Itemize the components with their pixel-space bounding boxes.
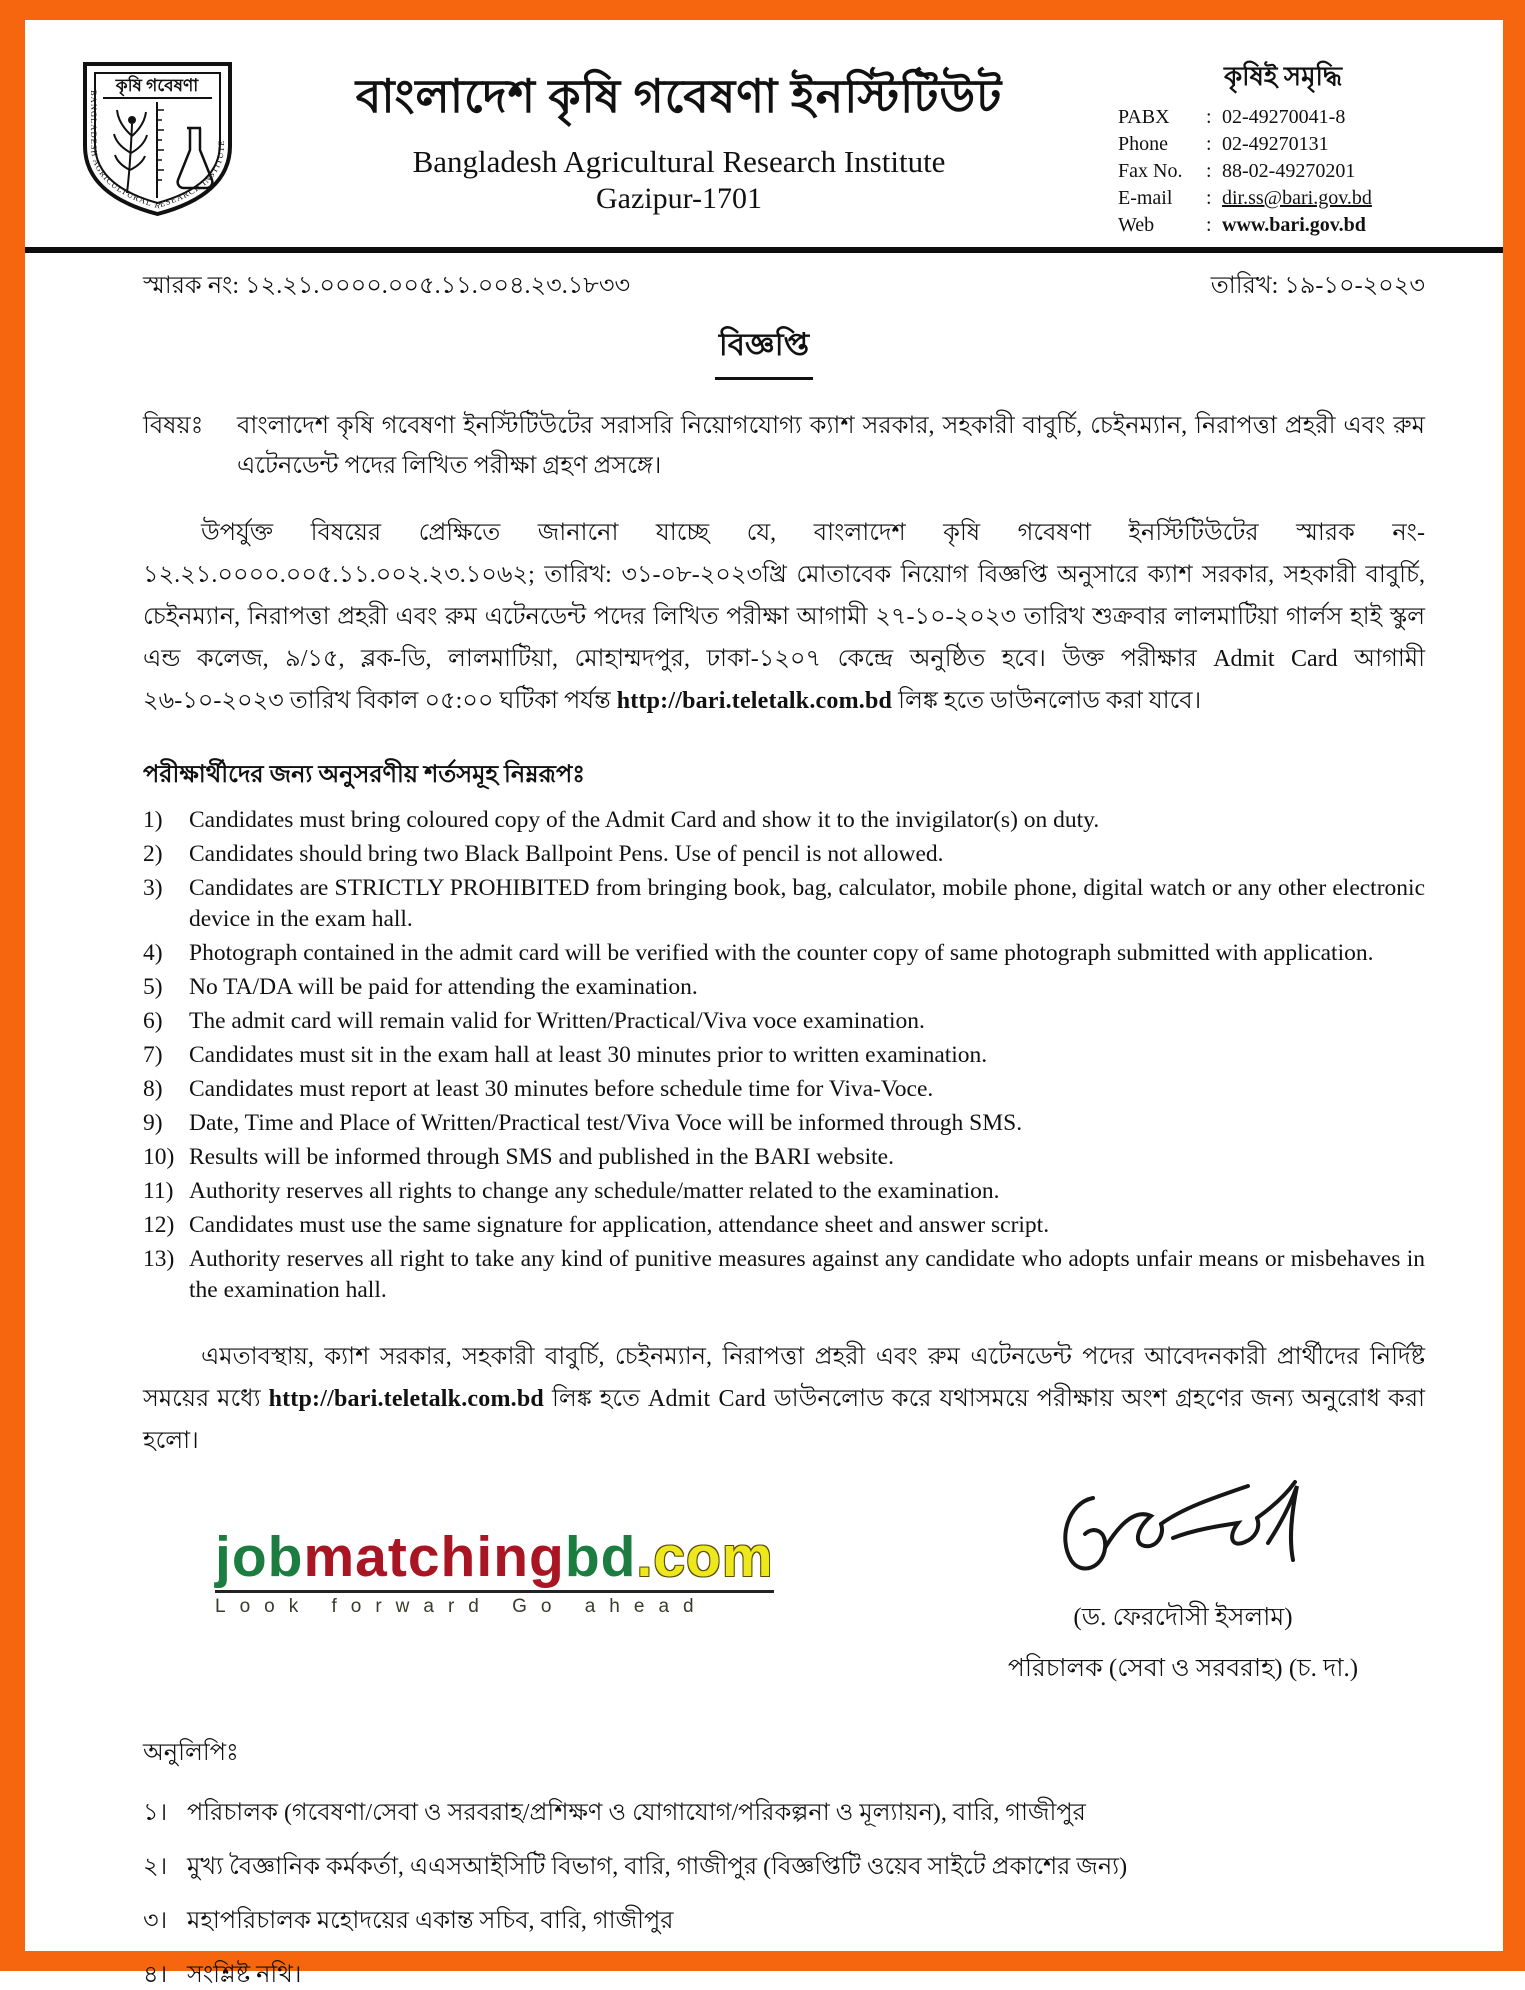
condition-item <box>143 1176 1425 1207</box>
watermark-job: job <box>215 1525 304 1589</box>
contact-row-phone: Phone : 02-49270131 <box>1118 131 1448 158</box>
condition-item <box>143 1142 1425 1173</box>
condition-text: The admit card will remain valid for Written/Practical/Viva voce examination. <box>189 1008 925 1034</box>
contact-row-web: Web : www.bari.gov.bd <box>1118 212 1448 239</box>
condition-number: 1) <box>143 807 163 833</box>
condition-text: Candidates should bring two Black Ballpoint Pens. Use of pencil is not allowed. <box>189 841 944 867</box>
watermark-com: .com <box>636 1525 774 1589</box>
contact-label: Fax No. <box>1118 160 1183 182</box>
plant-icon <box>114 110 147 193</box>
signature-image <box>1033 1468 1333 1588</box>
institute-address: Gazipur-1701 <box>595 182 762 215</box>
condition-number: 8) <box>143 1076 163 1102</box>
letterhead <box>25 20 1503 245</box>
condition-text: Date, Time and Place of Written/Practical test/Viva Voce will be informed through SMS. <box>189 1110 1023 1136</box>
condition-number: 2) <box>143 841 163 867</box>
distribution-heading: অনুলিপিঃ <box>143 1740 239 1766</box>
body-paragraph <box>25 512 1503 722</box>
distribution-text: মুখ্য বৈজ্ঞানিক কর্মকর্তা, এএসআইসিটি বিভাগ, বারি, গাজীপুর (বিজ্ঞপ্তিটি ওয়েব সাইটে প্রকাশের জন্য) <box>187 1854 1128 1880</box>
condition-text: Candidates must report at least 30 minutes before schedule time for Viva-Voce. <box>189 1076 934 1102</box>
condition-item <box>143 1108 1425 1139</box>
contact-value: 02-49270131 <box>1222 133 1329 155</box>
admit-card-url: http://bari.teletalk.com.bd <box>616 688 893 714</box>
notice-heading: বিজ্ঞপ্তি <box>25 321 1503 380</box>
distribution-item <box>143 1798 1425 1828</box>
condition-number: 11) <box>143 1178 174 1204</box>
condition-text: Authority reserves all right to take any kind of punitive measures against any candidate who adopts unfair means or misbehaves in the examination hall. <box>189 1246 1425 1303</box>
signatory-designation: পরিচালক (সেবা ও সরবরাহ) (চ. দা.) <box>1007 1655 1359 1682</box>
body-text-end: লিঙ্ক হতে ডাউনলোড করা যাবে। <box>892 688 1202 714</box>
jobmatchingbd-watermark <box>215 1525 774 1618</box>
condition-number: 7) <box>143 1042 163 1068</box>
contact-label: PABX <box>1118 106 1170 128</box>
seal-ring-text: BANGLADESH AGRICULTURAL RESEARCH INSTITUTE <box>88 90 227 211</box>
condition-item <box>143 873 1425 935</box>
condition-item <box>143 839 1425 870</box>
distribution-text: পরিচালক (গবেষণা/সেবা ও সরবরাহ/প্রশিক্ষণ ও যোগাযোগ/পরিকল্পনা ও মূল্যায়ন), বারি, গাজীপুর <box>187 1800 1086 1826</box>
closing-text: এমতাবস্থায়, ক্যাশ সরকার, সহকারী বাবুর্চি, চেইনম্যান, নিরাপত্তা প্রহরী এবং রুম এটেনডেন্ট পদের আবেদনকারী প্রার্থীদের নির্দিষ্ট সময়ের মধ্যে <box>143 1344 1425 1412</box>
memo-date: তারিখ: ১৯-১০-২০২৩ <box>1210 273 1425 299</box>
condition-number: 6) <box>143 1008 163 1034</box>
contact-value: 02-49270041-8 <box>1222 106 1346 128</box>
memo-number: স্মারক নং: ১২.২১.০০০০.০০৫.১১.০০৪.২৩.১৮৩৩ <box>143 273 631 299</box>
conditions-heading: পরীক্ষার্থীদের জন্য অনুসরণীয় শর্তসমূহ নিম্নরূপঃ <box>143 762 586 788</box>
contact-row-email: E-mail : dir.ss@bari.gov.bd <box>1118 185 1448 212</box>
condition-number: 4) <box>143 940 163 966</box>
closing-admit-card: Admit Card <box>648 1386 766 1412</box>
contact-label: Phone <box>1118 133 1168 155</box>
closing-paragraph: এমতাবস্থায়, ক্যাশ সরকার, সহকারী বাবুর্চি, চেইনম্যান, নিরাপত্তা প্রহরী এবং রুম এটেনডেন্ট পদের আবেদনকারী প্রার্থীদের নির্দিষ্ট সময়ের মধ্যে http://bari.teletalk.com.bd লিঙ্ক হতে Admit Card ডাউনলোড করে যথাসময়ে পরীক্ষায় অংশ গ্রহণের জন্য অনুরোধ করা হলো। <box>143 1344 1425 1454</box>
watermark-bd: bd <box>564 1525 637 1589</box>
contact-label: E-mail <box>1118 187 1173 209</box>
distribution-item <box>143 1906 1425 1936</box>
condition-number: 5) <box>143 974 163 1000</box>
condition-text: Candidates must use the same signature for application, attendance sheet and answer script. <box>189 1212 1050 1238</box>
seal-top-text: কৃষি গবেষণা <box>115 76 199 95</box>
condition-item <box>143 1074 1425 1105</box>
subject-text: বাংলাদেশ কৃষি গবেষণা ইনস্টিটিউটের সরাসরি নিয়োগযোগ্য ক্যাশ সরকার, সহকারী বাবুর্চি, চেইনম্যান, নিরাপত্তা প্রহরী এবং রুম এটেনডেন্ট পদের লিখিত পরীক্ষা গ্রহণ প্রসঙ্গে। <box>237 413 1425 479</box>
distribution-number: ৪। <box>143 1962 168 1988</box>
condition-number: 9) <box>143 1110 163 1136</box>
contact-value: 88-02-49270201 <box>1222 160 1356 182</box>
contact-label: Web <box>1118 214 1155 236</box>
conditions-list <box>25 805 1503 1306</box>
body-text: উপর্যুক্ত বিষয়ের প্রেক্ষিতে জানানো যাচ্ছে যে, বাংলাদেশ কৃষি গবেষণা ইনস্টিটিউটের স্মারক নং- ১২.২১.০০০০.০০৫.১১.০০২.২৩.১০৬২; তারিখ: ৩১-০৮-২০২৩খ্রি মোতাবেক নিয়োগ বিজ্ঞপ্তি অনুসারে ক্যাশ সরকার, সহকারী বাবুর্চি, চেইনম্যান, নিরাপত্তা প্রহরী এবং রুম এটেনডেন্ট পদের লিখিত পরীক্ষা আগামী ২৭-১০-২০২৩ তারিখ শুক্রবার লালমাটিয়া গার্লস হাই স্কুল এন্ড কলেজ, ৯/১৫, ব্লক-ডি, লালমাটিয়া, মোহাম্মদপুর, ঢাকা-১২০৭ কেন্দ্রে অনুষ্ঠিত হবে। উক্ত পরীক্ষার Admit Card আগামী ২৬-১০-২০২৩ তারিখ বিকাল ০৫:০০ ঘটিকা পর্যন্ত <box>143 520 1425 714</box>
watermark-tagline: Look forward Go ahead <box>215 1595 708 1617</box>
condition-text: Photograph contained in the admit card will be verified with the counter copy of same photograph submitted with application. <box>189 940 1374 966</box>
institute-title-bn: বাংলাদেশ কৃষি গবেষণা ইনস্টিটিউট <box>355 71 1003 122</box>
distribution-number: ১। <box>143 1800 168 1826</box>
closing-url: http://bari.teletalk.com.bd <box>268 1386 544 1412</box>
condition-item <box>143 805 1425 836</box>
condition-text: Candidates must bring coloured copy of the Admit Card and show it to the invigilator(s) on duty. <box>189 807 1100 833</box>
bari-logo-icon <box>75 58 240 218</box>
distribution-list <box>25 1718 1503 1990</box>
condition-text: Candidates are STRICTLY PROHIBITED from bringing book, bag, calculator, mobile phone, digital watch or any other electronic device in the exam hall. <box>189 875 1425 932</box>
condition-item <box>143 1040 1425 1071</box>
condition-text: Candidates must sit in the exam hall at least 30 minutes prior to written examination. <box>189 1042 988 1068</box>
distribution-item <box>143 1852 1425 1882</box>
contact-row-pabx: PABX : 02-49270041-8 <box>1118 104 1448 131</box>
condition-item <box>143 1244 1425 1306</box>
condition-number: 13) <box>143 1246 175 1272</box>
condition-item <box>143 972 1425 1003</box>
distribution-text: মহাপরিচালক মহোদয়ের একান্ত সচিব, বারি, গাজীপুর <box>187 1908 674 1934</box>
condition-item <box>143 1210 1425 1241</box>
distribution-number: ২। <box>143 1854 168 1880</box>
contact-email-value: dir.ss@bari.gov.bd <box>1222 187 1372 209</box>
distribution-item <box>143 1960 1425 1990</box>
condition-text: Results will be informed through SMS and published in the BARI website. <box>189 1144 894 1170</box>
watermark-matching: matching <box>303 1525 565 1589</box>
condition-text: Authority reserves all rights to change any schedule/matter related to the examination. <box>189 1178 1000 1204</box>
condition-number: 3) <box>143 875 163 901</box>
institute-title-en: Bangladesh Agricultural Research Institute <box>412 144 946 179</box>
condition-text: No TA/DA will be paid for attending the examination. <box>189 974 698 1000</box>
contact-row-fax: Fax No. : 88-02-49270201 <box>1118 158 1448 185</box>
signatory-name: (ড. ফেরদৌসী ইসলাম) <box>1073 1604 1293 1631</box>
contact-web-value: www.bari.gov.bd <box>1222 214 1366 236</box>
condition-item <box>143 938 1425 969</box>
distribution-text: সংশ্লিষ্ট নথি। <box>187 1962 302 1988</box>
signature-block <box>943 1468 1423 1691</box>
distribution-number: ৩। <box>143 1908 168 1934</box>
slogan: কৃষিই সমৃদ্ধি <box>1223 62 1343 91</box>
condition-number: 10) <box>143 1144 175 1170</box>
subject-line <box>25 380 1503 486</box>
condition-number: 12) <box>143 1212 175 1238</box>
contact-block <box>1118 54 1448 239</box>
condition-item <box>143 1006 1425 1037</box>
subject-label: বিষয়ঃ <box>143 413 204 439</box>
